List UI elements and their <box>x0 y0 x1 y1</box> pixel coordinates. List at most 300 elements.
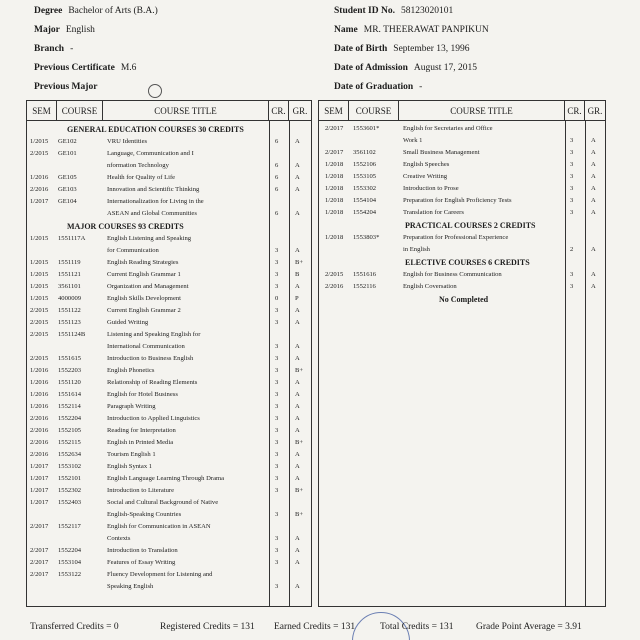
semester: 1/2018 <box>325 173 344 180</box>
course-title: Creative Writing <box>403 173 448 180</box>
grade: A <box>295 355 300 362</box>
credit: 3 <box>570 137 574 144</box>
course-title: Language, Communication and I <box>107 150 194 157</box>
course-title: Work 1 <box>403 137 423 144</box>
course-title: nformation Technology <box>107 162 169 169</box>
credit: 3 <box>275 487 279 494</box>
previous-major-line: Previous Major <box>34 82 98 92</box>
course-row <box>27 581 311 593</box>
course-row <box>27 196 311 208</box>
course-row <box>27 377 311 389</box>
credit: 3 <box>275 379 279 386</box>
course-row <box>319 147 605 159</box>
course-title: English for Communication in ASEAN <box>107 523 211 530</box>
course-title: Translation for Careers <box>403 209 464 216</box>
grade: B+ <box>295 487 304 494</box>
course-row <box>27 449 311 461</box>
grade: A <box>591 197 596 204</box>
course-code: 4000009 <box>58 295 82 302</box>
grade: B+ <box>295 259 304 266</box>
left-course-table <box>26 100 312 607</box>
semester: 1/2018 <box>325 161 344 168</box>
course-code: 1552117 <box>58 523 81 530</box>
section-text: No Completed <box>439 295 489 304</box>
grade: A <box>591 283 596 290</box>
course-row <box>27 208 311 220</box>
course-row <box>27 341 311 353</box>
credit: 3 <box>570 173 574 180</box>
col-sem: SEM <box>27 101 57 121</box>
course-code: 1552115 <box>58 439 81 446</box>
semester: 2/2015 <box>30 150 49 157</box>
course-row <box>27 160 311 172</box>
course-row <box>27 281 311 293</box>
course-title: Fluency Development for Listening and <box>107 571 213 578</box>
credit: 3 <box>275 259 279 266</box>
total-credits: Total Credits = 131 <box>380 622 454 632</box>
grade: A <box>295 283 300 290</box>
date-of-admission-line: Date of Admission August 17, 2015 <box>334 63 477 73</box>
grade: P <box>295 295 299 302</box>
credit: 3 <box>275 271 279 278</box>
credit: 3 <box>570 283 574 290</box>
course-row <box>27 172 311 184</box>
credit: 3 <box>275 391 279 398</box>
grade: A <box>295 559 300 566</box>
course-code: 1552403 <box>58 499 82 506</box>
left-table-header <box>27 101 311 121</box>
grade: A <box>295 427 300 434</box>
section-text: ELECTIVE COURSES 6 CREDITS <box>405 258 530 267</box>
grade: A <box>591 137 596 144</box>
col-gr: GR. <box>587 106 603 116</box>
semester: 2/2015 <box>30 307 49 314</box>
course-code: GE101 <box>58 150 77 157</box>
grade: A <box>591 173 596 180</box>
course-row <box>27 269 311 281</box>
course-row <box>27 136 311 148</box>
col-course: COURSE <box>349 101 399 121</box>
course-title: English for Business Communication <box>403 271 502 278</box>
semester: 2/2017 <box>30 547 49 554</box>
course-code: 1551616 <box>353 271 377 278</box>
semester: 1/2016 <box>30 391 49 398</box>
course-code: 1553104 <box>58 559 82 566</box>
grade: B+ <box>295 439 304 446</box>
grade: A <box>295 210 300 217</box>
course-row <box>27 148 311 160</box>
grade: A <box>295 391 300 398</box>
course-row <box>319 281 605 293</box>
credit: 3 <box>570 271 574 278</box>
course-title: Speaking English <box>107 583 154 590</box>
grade: A <box>591 161 596 168</box>
course-code: 1552116 <box>353 283 376 290</box>
credit: 3 <box>275 355 279 362</box>
credit: 3 <box>275 367 279 374</box>
course-title: Introduction to Business English <box>107 355 194 362</box>
course-title: in English <box>403 246 430 253</box>
semester: 1/2015 <box>30 295 49 302</box>
semester: 1/2017 <box>30 198 49 205</box>
semester: 2/2017 <box>30 523 49 530</box>
course-code: 1553122 <box>58 571 82 578</box>
course-code: 3561101 <box>58 283 81 290</box>
course-row <box>27 317 311 329</box>
course-row <box>27 521 311 533</box>
course-row <box>27 473 311 485</box>
transferred-credits: Transferred Credits = 0 <box>30 622 119 632</box>
course-title: Current English Grammar 1 <box>107 271 181 278</box>
course-title: Features of Essay Writing <box>107 559 176 566</box>
credit: 6 <box>275 186 279 193</box>
semester: 1/2018 <box>325 234 344 241</box>
grade: A <box>591 149 596 156</box>
course-row <box>27 389 311 401</box>
credit: 3 <box>275 475 279 482</box>
course-code: GE103 <box>58 186 77 193</box>
course-code: GE102 <box>58 138 77 145</box>
left-rows <box>27 123 311 593</box>
course-title: Listening and Speaking English for <box>107 331 201 338</box>
date-of-graduation-line: Date of Graduation - <box>334 82 423 92</box>
credit: 3 <box>275 451 279 458</box>
semester: 1/2015 <box>30 138 49 145</box>
course-row <box>27 569 311 581</box>
grade: A <box>295 451 300 458</box>
semester: 2/2016 <box>30 439 49 446</box>
course-row <box>319 159 605 171</box>
course-code: 1551119 <box>58 259 81 266</box>
credit: 3 <box>275 439 279 446</box>
grade: A <box>591 209 596 216</box>
credit: 3 <box>275 535 279 542</box>
grade: A <box>295 535 300 542</box>
registered-credits: Registered Credits = 131 <box>160 622 255 632</box>
course-title: English for Secretaries and Office <box>403 125 493 132</box>
semester: 1/2017 <box>30 499 49 506</box>
credit: 2 <box>570 246 574 253</box>
course-title: for Communication <box>107 247 159 254</box>
grade: A <box>295 403 300 410</box>
major-line: Major English <box>34 25 95 35</box>
semester: 2/2017 <box>30 571 49 578</box>
course-row <box>319 183 605 195</box>
grade: B+ <box>295 511 304 518</box>
grade: A <box>295 247 300 254</box>
course-title: English Reading Strategies <box>107 259 179 266</box>
course-row <box>27 545 311 557</box>
credit: 3 <box>275 559 279 566</box>
course-code: 1551615 <box>58 355 82 362</box>
course-title: Introduction to Literature <box>107 487 175 494</box>
semester: 1/2016 <box>30 379 49 386</box>
course-row <box>319 135 605 147</box>
course-title: Contexts <box>107 535 131 542</box>
course-row <box>27 233 311 245</box>
credit: 6 <box>275 174 279 181</box>
semester: 1/2017 <box>30 475 49 482</box>
semester: 1/2017 <box>30 463 49 470</box>
course-title: English Language Learning Through Drama <box>107 475 225 482</box>
col-gr: GR. <box>292 106 308 116</box>
course-title: International Communication <box>107 343 185 350</box>
credit: 3 <box>275 283 279 290</box>
grade: A <box>295 174 300 181</box>
student-id-line: Student ID No. 58123020101 <box>334 6 454 16</box>
name-line: Name MR. THEERAWAT PANPIKUN <box>334 25 489 35</box>
grade: A <box>295 186 300 193</box>
course-row <box>27 509 311 521</box>
course-row <box>27 305 311 317</box>
section-text: PRACTICAL COURSES 2 CREDITS <box>405 221 536 230</box>
credit: 3 <box>570 161 574 168</box>
earned-credits: Earned Credits = 131 <box>274 622 356 632</box>
course-title: Reading for Interpretation <box>107 427 176 434</box>
credit: 3 <box>570 149 574 156</box>
course-title: ASEAN and Global Communities <box>107 210 197 217</box>
semester: 1/2018 <box>325 209 344 216</box>
semester: 1/2016 <box>30 174 49 181</box>
semester: 1/2015 <box>30 271 49 278</box>
course-code: 3561102 <box>353 149 376 156</box>
course-title: Preparation for English Proficiency Tests <box>403 197 512 204</box>
course-code: 1551614 <box>58 391 82 398</box>
right-rows <box>319 123 605 307</box>
course-title: Introduction to Prose <box>403 185 459 192</box>
course-title: English Skills Development <box>107 295 181 302</box>
section-heading <box>319 219 605 232</box>
course-title: Current English Grammar 2 <box>107 307 181 314</box>
course-row <box>27 329 311 341</box>
credit: 3 <box>275 403 279 410</box>
course-title: Preparation for Professional Experience <box>403 234 509 241</box>
credit: 6 <box>275 162 279 169</box>
ink-circle-mark <box>148 84 162 98</box>
course-row <box>319 195 605 207</box>
credit: 3 <box>570 197 574 204</box>
credit: 0 <box>275 295 279 302</box>
course-row <box>27 257 311 269</box>
semester: 1/2015 <box>30 235 49 242</box>
section-heading <box>27 220 311 233</box>
semester: 1/2016 <box>30 403 49 410</box>
course-row <box>27 557 311 569</box>
course-row <box>319 171 605 183</box>
credit: 3 <box>275 511 279 518</box>
course-title: Social and Cultural Background of Native <box>107 499 219 506</box>
grade: A <box>295 463 300 470</box>
course-code: 1551120 <box>58 379 81 386</box>
course-row <box>27 365 311 377</box>
right-table-header <box>319 101 605 121</box>
course-title: VRU Identities <box>107 138 148 145</box>
course-code: 1553302 <box>353 185 377 192</box>
col-course: COURSE <box>57 101 103 121</box>
semester: 2/2015 <box>30 319 49 326</box>
semester: 1/2017 <box>30 487 49 494</box>
semester: 2/2016 <box>30 415 49 422</box>
course-title: Health for Quality of Life <box>107 174 176 181</box>
grade: A <box>295 379 300 386</box>
semester: 2/2016 <box>30 427 49 434</box>
grade: A <box>591 246 596 253</box>
semester: 2/2017 <box>325 125 344 132</box>
semester: 2/2016 <box>30 186 49 193</box>
course-code: 1552105 <box>58 427 82 434</box>
course-title: Organization and Management <box>107 283 189 290</box>
branch-line: Branch - <box>34 44 74 54</box>
grade: A <box>295 162 300 169</box>
course-row <box>27 293 311 305</box>
grade: B+ <box>295 367 304 374</box>
course-row <box>27 184 311 196</box>
grade: A <box>295 343 300 350</box>
course-title: English Coversation <box>403 283 457 290</box>
semester: 2/2017 <box>30 559 49 566</box>
course-code: 1554104 <box>353 197 377 204</box>
credit: 3 <box>570 209 574 216</box>
right-course-table <box>318 100 606 607</box>
semester: 1/2015 <box>30 259 49 266</box>
credit: 3 <box>275 583 279 590</box>
semester: 1/2018 <box>325 185 344 192</box>
grade: A <box>591 271 596 278</box>
course-row <box>27 437 311 449</box>
section-heading <box>27 123 311 136</box>
credit: 6 <box>275 210 279 217</box>
course-code: 1552204 <box>58 547 82 554</box>
course-row <box>27 497 311 509</box>
course-code: 1553803* <box>353 234 380 241</box>
course-row <box>27 533 311 545</box>
col-cr: CR. <box>565 101 585 121</box>
course-code: GE105 <box>58 174 77 181</box>
semester: 2/2017 <box>325 149 344 156</box>
course-title: Introduction to Applied Linguistics <box>107 415 200 422</box>
semester: 2/2015 <box>30 355 49 362</box>
section-text: MAJOR COURSES 93 CREDITS <box>67 222 184 231</box>
credit: 3 <box>275 463 279 470</box>
course-code: 1553105 <box>353 173 377 180</box>
semester: 1/2015 <box>30 283 49 290</box>
course-code: 1553601* <box>353 125 380 132</box>
semester: 1/2016 <box>30 367 49 374</box>
course-title: Introduction to Translation <box>107 547 178 554</box>
previous-certificate-line: Previous Certificate M.6 <box>34 63 137 73</box>
course-row <box>319 207 605 219</box>
credit: 3 <box>275 547 279 554</box>
course-code: 1551122 <box>58 307 81 314</box>
degree-line: Degree Bachelor of Arts (B.A.) <box>34 6 158 16</box>
course-title: English Speeches <box>403 161 450 168</box>
grade: A <box>295 307 300 314</box>
credit: 6 <box>275 138 279 145</box>
course-title: English for Hotel Business <box>107 391 178 398</box>
grade: A <box>295 547 300 554</box>
course-title: Guided Writing <box>107 319 149 326</box>
grade-point-average: Grade Point Average = 3.91 <box>476 622 582 632</box>
course-row <box>319 244 605 256</box>
section-text: GENERAL EDUCATION COURSES 30 CREDITS <box>67 125 244 134</box>
course-code: 1551124B <box>58 331 86 338</box>
credit: 3 <box>275 307 279 314</box>
course-title: Internationalization for Living in the <box>107 198 204 205</box>
course-code: 1552114 <box>58 403 81 410</box>
course-title: Tourism English 1 <box>107 451 156 458</box>
semester: 2/2016 <box>325 283 344 290</box>
course-title: English Phonetics <box>107 367 155 374</box>
credit: 3 <box>275 343 279 350</box>
date-of-birth-line: Date of Birth September 13, 1996 <box>334 44 470 54</box>
course-title: English Listening and Speaking <box>107 235 192 242</box>
no-completed-note <box>319 293 605 307</box>
credit: 3 <box>570 185 574 192</box>
semester: 2/2016 <box>30 451 49 458</box>
course-title: Small Business Management <box>403 149 480 156</box>
course-row <box>27 245 311 257</box>
course-code: 1552302 <box>58 487 82 494</box>
grade: A <box>295 583 300 590</box>
course-row <box>27 401 311 413</box>
course-title: Paragraph Writing <box>107 403 156 410</box>
course-row <box>27 461 311 473</box>
course-code: 1551123 <box>58 319 81 326</box>
col-cr: CR. <box>269 101 289 121</box>
course-row <box>27 425 311 437</box>
course-code: 1552101 <box>58 475 82 482</box>
semester: 1/2018 <box>325 197 344 204</box>
credit: 3 <box>275 247 279 254</box>
semester: 2/2015 <box>325 271 344 278</box>
course-code: 1551121 <box>58 271 81 278</box>
course-row <box>319 269 605 281</box>
grade: A <box>295 319 300 326</box>
course-row <box>27 413 311 425</box>
course-row <box>27 485 311 497</box>
course-code: 1554204 <box>353 209 377 216</box>
grade: A <box>591 185 596 192</box>
credit: 3 <box>275 319 279 326</box>
course-code: 1551117A <box>58 235 86 242</box>
course-row <box>319 123 605 135</box>
col-title: COURSE TITLE <box>103 101 269 121</box>
col-sem: SEM <box>319 101 349 121</box>
grade: A <box>295 415 300 422</box>
course-title: English-Speaking Countries <box>107 511 182 518</box>
col-title: COURSE TITLE <box>399 101 565 121</box>
course-code: 1552203 <box>58 367 82 374</box>
course-code: 1552204 <box>58 415 82 422</box>
credit: 3 <box>275 415 279 422</box>
course-title: English Syntax 1 <box>107 463 153 470</box>
grade: B <box>295 271 300 278</box>
course-row <box>319 232 605 244</box>
course-title: Relationship of Reading Elements <box>107 379 198 386</box>
grade: A <box>295 475 300 482</box>
credit: 3 <box>275 427 279 434</box>
course-title: English in Printed Media <box>107 439 174 446</box>
semester: 2/2015 <box>30 331 49 338</box>
course-code: 1553102 <box>58 463 82 470</box>
course-row <box>27 353 311 365</box>
course-code: 1552106 <box>353 161 377 168</box>
course-title: Innovation and Scientific Thinking <box>107 186 200 193</box>
grade: A <box>295 138 300 145</box>
course-code: GE104 <box>58 198 77 205</box>
section-heading <box>319 256 605 269</box>
course-code: 1552634 <box>58 451 82 458</box>
